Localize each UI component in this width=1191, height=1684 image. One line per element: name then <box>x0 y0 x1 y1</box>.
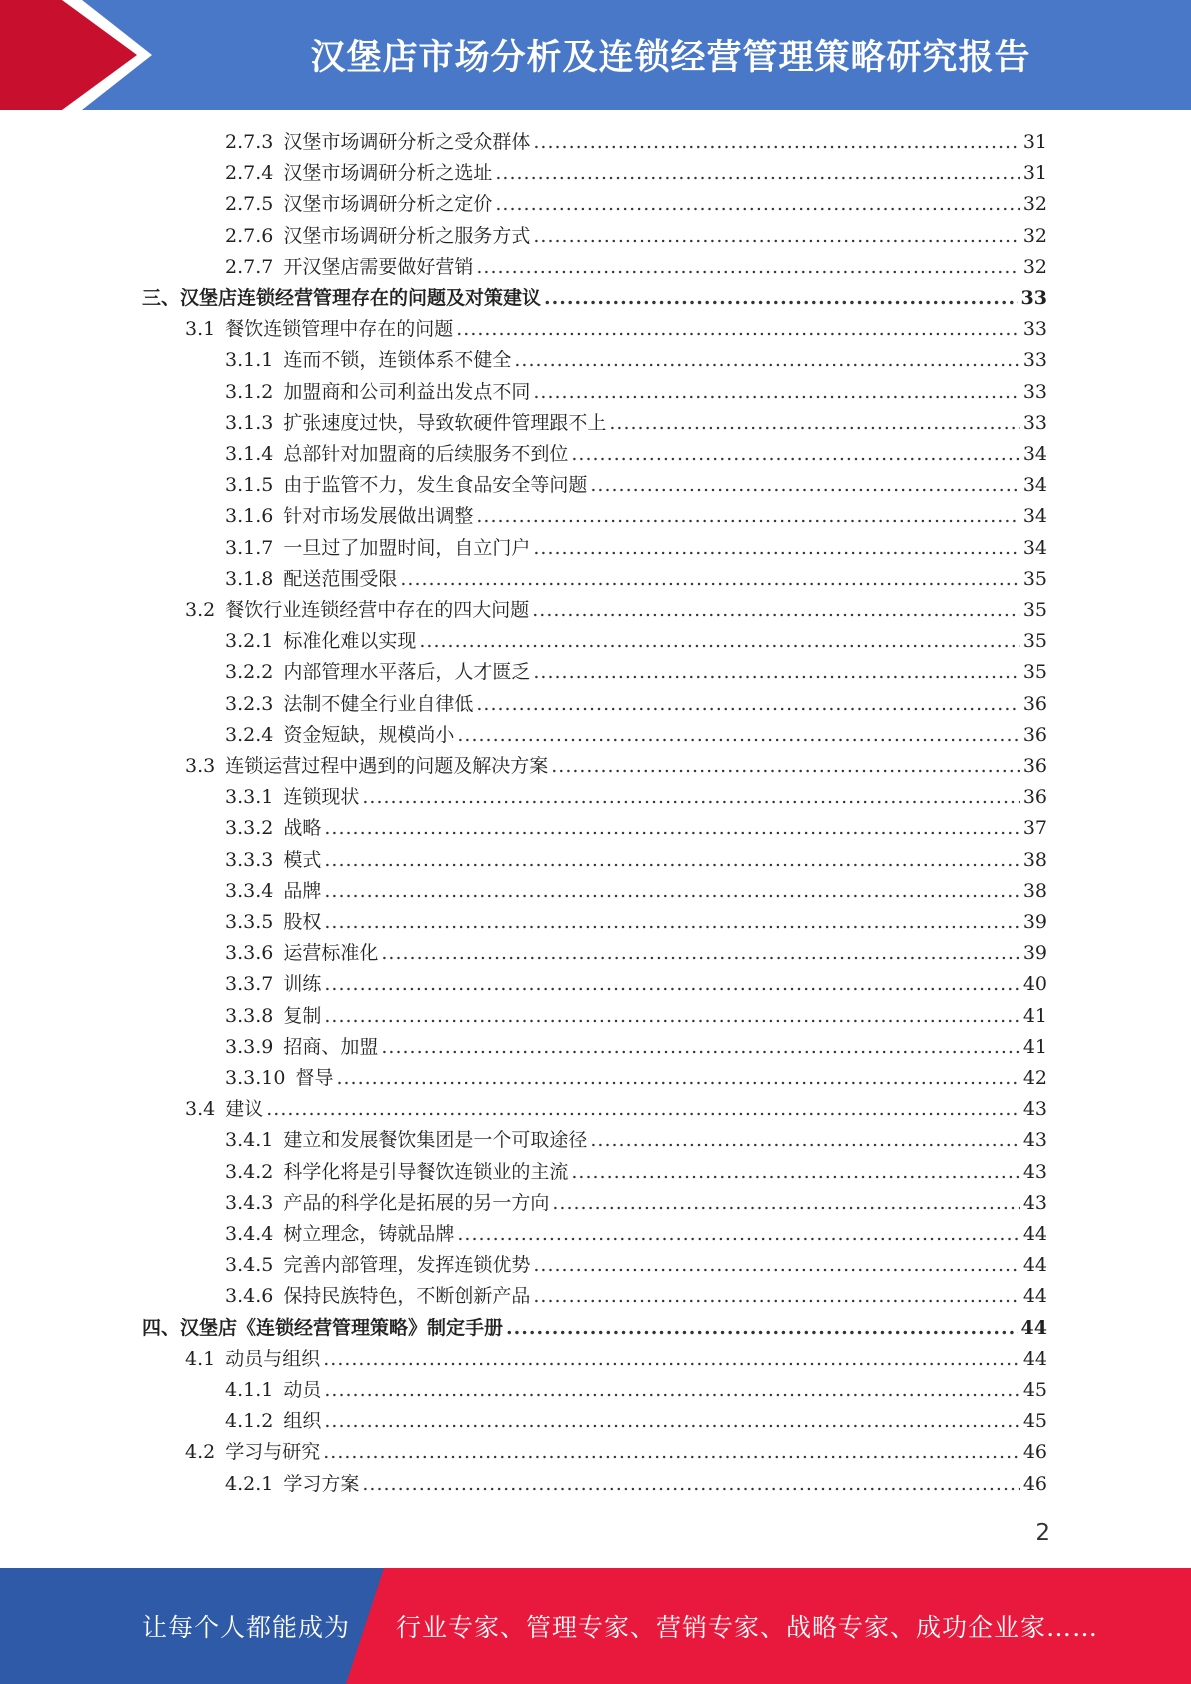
toc-entry-page: 36 <box>1022 723 1047 746</box>
toc-entry-number: 4.2.1 <box>225 1472 274 1495</box>
toc-entry[interactable] <box>225 1219 1047 1250</box>
toc-entry-number: 3.3.8 <box>225 1004 274 1027</box>
toc-entry[interactable] <box>225 938 1047 969</box>
toc-entry-title: 招商、加盟 <box>283 1035 379 1058</box>
toc-entry-page: 35 <box>1022 630 1047 653</box>
toc-dot-leader <box>533 377 1019 408</box>
toc-dot-leader <box>324 969 1019 1000</box>
toc-entry-title: 内部管理水平落后，人才匮乏 <box>283 661 531 684</box>
toc-dot-leader <box>400 564 1019 595</box>
toc-dot-leader <box>381 938 1019 969</box>
toc-dot-leader <box>495 189 1019 220</box>
toc-entry-title: 科学化将是引导餐饮连锁业的主流 <box>283 1160 569 1183</box>
toc-entry[interactable] <box>185 1344 1047 1375</box>
toc-entry[interactable] <box>225 501 1047 532</box>
toc-dot-leader <box>551 751 1020 782</box>
toc-entry-title: 连锁运营过程中遇到的问题及解决方案 <box>225 755 549 777</box>
toc-entry-title: 战略 <box>283 817 322 840</box>
toc-entry-page: 32 <box>1022 224 1047 247</box>
toc-entry[interactable] <box>225 439 1047 470</box>
toc-entry-page: 42 <box>1022 1067 1047 1089</box>
page-number: 2 <box>1035 1520 1050 1546</box>
toc-entry-title: 针对市场发展做出调整 <box>283 505 474 528</box>
toc-entry-number: 3.4 <box>185 1098 216 1121</box>
toc-entry-number: 4.1.2 <box>225 1410 274 1433</box>
toc-entry[interactable] <box>225 158 1047 189</box>
toc-dot-leader <box>533 127 1019 158</box>
footer-slogan-left: 让每个人都能成为 <box>142 1613 351 1642</box>
toc-entry[interactable] <box>225 626 1047 657</box>
toc-entry[interactable] <box>225 1188 1047 1219</box>
page-footer <box>0 1568 1191 1684</box>
toc-entry-title: 运营标准化 <box>283 942 379 965</box>
toc-entry-page: 31 <box>1022 131 1047 153</box>
toc-entry[interactable] <box>225 1001 1047 1032</box>
toc-entry-page: 32 <box>1022 255 1047 278</box>
toc-entry-title: 树立理念，铸就品牌 <box>283 1223 455 1245</box>
toc-entry-title: 三、汉堡店连锁经营管理存在的问题及对策建议 <box>142 287 542 309</box>
toc-dot-leader <box>609 408 1019 439</box>
toc-entry-title: 复制 <box>283 1004 322 1027</box>
toc-entry-number: 2.7.6 <box>225 224 274 247</box>
toc-entry[interactable] <box>225 1406 1047 1437</box>
toc-entry-number: 3.4.1 <box>225 1129 274 1152</box>
toc-entry[interactable] <box>225 1157 1047 1188</box>
toc-entry-title: 四、汉堡店《连锁经营管理策略》制定手册 <box>142 1316 504 1339</box>
toc-entry-number: 3.3.7 <box>225 973 274 996</box>
toc-entry-page: 36 <box>1022 692 1047 715</box>
toc-dot-leader <box>571 1157 1019 1188</box>
toc-dot-leader <box>323 1344 1020 1375</box>
toc-entry[interactable] <box>142 1313 1047 1344</box>
toc-dot-leader <box>514 345 1019 376</box>
toc-entry-page: 34 <box>1022 536 1047 559</box>
toc-entry-title: 资金短缺，规模尚小 <box>283 723 455 746</box>
toc-entry-number: 3.1.7 <box>225 536 274 559</box>
toc-entry-number: 3.4.4 <box>225 1223 274 1245</box>
toc-entry-number: 3.2.3 <box>225 692 274 715</box>
toc-entry-title: 模式 <box>283 848 322 871</box>
toc-entry-page: 34 <box>1022 474 1047 497</box>
toc-entry-number: 2.7.7 <box>225 255 274 278</box>
toc-entry-number: 3.1.3 <box>225 411 274 434</box>
toc-dot-leader <box>590 470 1019 501</box>
toc-entry-page: 45 <box>1022 1379 1047 1401</box>
toc-entry[interactable] <box>225 969 1047 1000</box>
toc-entry[interactable] <box>185 595 1047 626</box>
toc-entry-page: 33 <box>1022 380 1047 403</box>
toc-entry-title: 开汉堡店需要做好营销 <box>283 255 474 278</box>
toc-entry-number: 4.2 <box>185 1441 216 1464</box>
toc-entry-page: 34 <box>1022 443 1047 465</box>
toc-entry-title: 汉堡市场调研分析之定价 <box>283 193 493 216</box>
toc-entry-page: 45 <box>1022 1410 1047 1433</box>
toc-entry-page: 38 <box>1022 879 1047 902</box>
toc-dot-leader <box>533 1281 1019 1312</box>
toc-entry-page: 40 <box>1022 973 1047 996</box>
toc-entry-number: 4.1 <box>185 1347 216 1370</box>
toc-dot-leader <box>533 221 1019 252</box>
toc-entry-page: 41 <box>1022 1004 1047 1027</box>
toc-dot-leader <box>571 439 1019 470</box>
toc-entry-title: 学习方案 <box>283 1472 360 1495</box>
toc-entry-title: 配送范围受限 <box>283 567 398 590</box>
toc-entry[interactable] <box>225 470 1047 501</box>
toc-entry-page: 43 <box>1022 1098 1047 1121</box>
toc-entry-page: 44 <box>1022 1285 1047 1308</box>
toc-dot-leader <box>457 720 1019 751</box>
toc-entry-number: 3.1.6 <box>225 505 274 528</box>
toc-entry-page: 36 <box>1022 755 1047 777</box>
toc-entry-number: 3.2.2 <box>225 661 274 684</box>
toc-entry-number: 3.2.1 <box>225 630 274 653</box>
toc-entry-page: 44 <box>1022 1347 1047 1370</box>
toc-entry-title: 产品的科学化是拓展的另一方向 <box>283 1191 550 1214</box>
toc-entry[interactable] <box>225 252 1047 283</box>
toc-entry-number: 3.1.4 <box>225 443 274 465</box>
footer-slogan-right: 行业专家、管理专家、营销专家、战略专家、成功企业家…… <box>396 1613 1099 1642</box>
toc-dot-leader <box>532 595 1020 626</box>
toc-entry-title: 动员与组织 <box>225 1347 321 1370</box>
toc-dot-leader <box>324 1001 1019 1032</box>
toc-entry-number: 3.4.2 <box>225 1160 274 1183</box>
toc-entry-title: 保持民族特色，不断创新产品 <box>283 1285 531 1308</box>
toc-entry-number: 3.3.3 <box>225 848 274 871</box>
toc-entry[interactable] <box>142 283 1047 314</box>
toc-entry-number: 3.2 <box>185 599 216 621</box>
toc-entry-title: 餐饮连锁管理中存在的问题 <box>225 318 454 341</box>
toc-entry-page: 41 <box>1022 1035 1047 1058</box>
toc-entry[interactable] <box>225 657 1047 688</box>
toc-dot-leader <box>495 158 1019 189</box>
toc-entry-number: 3.3.9 <box>225 1035 274 1058</box>
toc-dot-leader <box>476 501 1019 532</box>
toc-entry-title: 连锁现状 <box>283 786 360 809</box>
toc-entry-page: 36 <box>1022 786 1047 809</box>
toc-entry-title: 动员 <box>283 1379 322 1401</box>
toc-dot-leader <box>336 1063 1019 1094</box>
toc-entry-page: 31 <box>1022 162 1047 185</box>
toc-entry-page: 39 <box>1022 942 1047 965</box>
toc-dot-leader <box>362 782 1019 813</box>
toc-dot-leader <box>266 1094 1020 1125</box>
toc-entry-page: 34 <box>1022 505 1047 528</box>
toc-entry-page: 33 <box>1022 318 1047 341</box>
toc-dot-leader <box>533 533 1019 564</box>
toc-entry-number: 3.3.1 <box>225 786 274 809</box>
toc-dot-leader <box>362 1469 1019 1500</box>
toc-entry-title: 建立和发展餐饮集团是一个可取途径 <box>283 1129 588 1152</box>
toc-dot-leader <box>324 845 1019 876</box>
toc-dot-leader <box>456 314 1020 345</box>
toc-entry-page: 46 <box>1022 1441 1047 1464</box>
toc-entry[interactable] <box>225 720 1047 751</box>
toc-dot-leader <box>533 1250 1019 1281</box>
toc-entry[interactable] <box>225 813 1047 844</box>
toc-entry[interactable] <box>225 1125 1047 1156</box>
toc-dot-leader <box>324 1375 1019 1406</box>
toc-entry[interactable] <box>225 377 1047 408</box>
toc-entry-page: 43 <box>1022 1129 1047 1152</box>
toc-entry-page: 38 <box>1022 848 1047 871</box>
toc-dot-leader <box>544 283 1018 314</box>
toc-entry-title: 餐饮行业连锁经营中存在的四大问题 <box>225 599 530 621</box>
toc-dot-leader <box>476 689 1019 720</box>
toc-entry-title: 一旦过了加盟时间，自立门户 <box>283 536 531 559</box>
toc-dot-leader <box>324 876 1019 907</box>
toc-entry-page: 44 <box>1020 1316 1047 1339</box>
toc-entry[interactable] <box>185 1437 1047 1468</box>
toc-entry-page: 32 <box>1022 193 1047 216</box>
toc-entry[interactable] <box>225 564 1047 595</box>
toc-entry-number: 3.3.10 <box>225 1067 286 1089</box>
toc-entry[interactable] <box>185 1094 1047 1125</box>
toc-entry-title: 汉堡市场调研分析之选址 <box>283 162 493 185</box>
toc-entry[interactable] <box>225 127 1047 158</box>
toc-entry-number: 3.2.4 <box>225 723 274 746</box>
toc-entry-number: 2.7.4 <box>225 162 274 185</box>
toc-entry-page: 33 <box>1022 411 1047 434</box>
toc-entry[interactable] <box>185 314 1047 345</box>
toc-entry[interactable] <box>225 845 1047 876</box>
toc-entry-number: 3.3 <box>185 755 216 777</box>
toc-entry-title: 完善内部管理，发挥连锁优势 <box>283 1254 531 1277</box>
toc-entry[interactable] <box>225 907 1047 938</box>
toc-entry-page: 44 <box>1022 1254 1047 1277</box>
toc-entry-page: 44 <box>1022 1223 1047 1245</box>
toc-dot-leader <box>533 657 1019 688</box>
toc-entry-number: 3.4.3 <box>225 1191 274 1214</box>
toc-entry-page: 39 <box>1022 911 1047 933</box>
toc-dot-leader <box>457 1219 1019 1250</box>
toc-entry-number: 3.3.5 <box>225 911 274 933</box>
toc-entry-page: 35 <box>1022 567 1047 590</box>
toc-entry-title: 扩张速度过快，导致软硬件管理跟不上 <box>283 411 607 434</box>
report-title: 汉堡店市场分析及连锁经营管理策略研究报告 <box>310 38 1031 78</box>
toc-dot-leader <box>552 1188 1019 1219</box>
toc-entry-number: 3.1.2 <box>225 380 274 403</box>
toc-entry[interactable] <box>225 189 1047 220</box>
toc-dot-leader <box>324 907 1019 938</box>
toc-entry-title: 连而不锁，连锁体系不健全 <box>283 349 512 372</box>
toc-entry-title: 学习与研究 <box>225 1441 321 1464</box>
toc-entry-title: 组织 <box>283 1410 322 1433</box>
toc-entry-title: 法制不健全行业自律低 <box>283 692 474 715</box>
toc-entry-number: 3.1.1 <box>225 349 274 372</box>
toc-entry-title: 股权 <box>283 911 322 933</box>
toc-entry-number: 3.4.5 <box>225 1254 274 1277</box>
toc-entry-number: 2.7.5 <box>225 193 274 216</box>
toc-entry-title: 加盟商和公司利益出发点不同 <box>283 380 531 403</box>
toc-dot-leader <box>381 1032 1019 1063</box>
toc-entry-page: 33 <box>1022 349 1047 372</box>
toc-entry-title: 标准化难以实现 <box>283 630 417 653</box>
toc-entry[interactable] <box>185 751 1047 782</box>
toc-entry[interactable] <box>225 1469 1047 1500</box>
toc-entry[interactable] <box>225 1375 1047 1406</box>
toc-entry-page: 46 <box>1022 1472 1047 1495</box>
toc-entry[interactable] <box>225 1250 1047 1281</box>
toc-entry-title: 总部针对加盟商的后续服务不到位 <box>283 443 569 465</box>
toc-entry-title: 督导 <box>295 1067 334 1089</box>
toc-entry-page: 33 <box>1020 287 1047 309</box>
toc-entry-number: 2.7.3 <box>225 131 274 153</box>
toc-entry[interactable] <box>225 689 1047 720</box>
toc-dot-leader <box>324 813 1019 844</box>
toc-entry[interactable] <box>225 533 1047 564</box>
page-header <box>0 0 1191 110</box>
toc-entry[interactable] <box>225 876 1047 907</box>
toc-dot-leader <box>323 1437 1020 1468</box>
toc-entry-number: 3.3.6 <box>225 942 274 965</box>
toc-entry-title: 汉堡市场调研分析之受众群体 <box>283 131 531 153</box>
toc-entry-number: 3.4.6 <box>225 1285 274 1308</box>
toc-entry[interactable] <box>225 1281 1047 1312</box>
toc-entry-title: 建议 <box>225 1098 264 1121</box>
toc-entry-page: 37 <box>1022 817 1047 840</box>
toc-entry-page: 35 <box>1022 661 1047 684</box>
toc-dot-leader <box>419 626 1019 657</box>
toc-entry[interactable] <box>225 221 1047 252</box>
toc-entry-number: 3.1.8 <box>225 567 274 590</box>
toc-entry-title: 品牌 <box>283 879 322 902</box>
toc-dot-leader <box>506 1313 1018 1344</box>
toc-entry-number: 4.1.1 <box>225 1379 274 1401</box>
toc-entry[interactable] <box>225 408 1047 439</box>
toc-entry-title: 汉堡市场调研分析之服务方式 <box>283 224 531 247</box>
toc-entry[interactable] <box>225 345 1047 376</box>
toc-entry-number: 3.1.5 <box>225 474 274 497</box>
toc-dot-leader <box>590 1125 1019 1156</box>
toc-entry[interactable] <box>225 782 1047 813</box>
toc-entry-page: 35 <box>1022 599 1047 621</box>
toc-dot-leader <box>324 1406 1019 1437</box>
toc-entry-number: 3.1 <box>185 318 216 341</box>
toc-entry-number: 3.3.4 <box>225 879 274 902</box>
toc-entry[interactable] <box>225 1063 1047 1094</box>
toc-dot-leader <box>476 252 1019 283</box>
toc-entry-title: 由于监管不力，发生食品安全等问题 <box>283 474 588 497</box>
toc-entry-page: 43 <box>1022 1191 1047 1214</box>
toc-entry-page: 43 <box>1022 1160 1047 1183</box>
toc-entry-title: 训练 <box>283 973 322 996</box>
toc-entry[interactable] <box>225 1032 1047 1063</box>
toc-entry-number: 3.3.2 <box>225 817 274 840</box>
